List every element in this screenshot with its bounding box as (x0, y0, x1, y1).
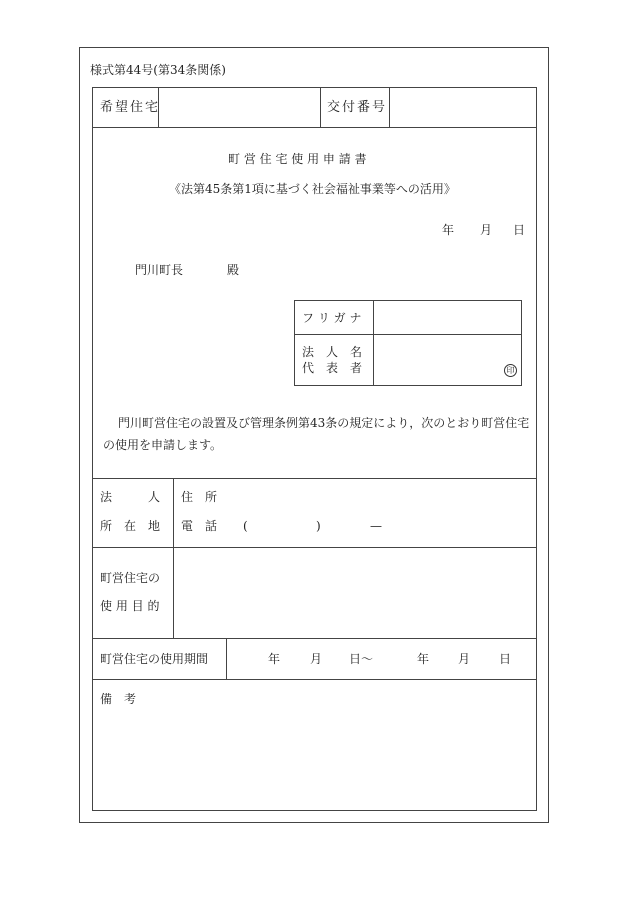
date-year[interactable]: 年 (442, 223, 455, 237)
remarks-label: 備 考 (100, 692, 137, 706)
representative-label: 代 表 者 (302, 361, 363, 375)
period-from-month[interactable]: 月 (310, 652, 323, 666)
corporation-name-field[interactable] (377, 338, 497, 382)
remarks-field[interactable] (100, 712, 530, 804)
address-field[interactable] (225, 486, 525, 508)
location-label: 所 在 地 (100, 519, 161, 533)
period-label: 町営住宅の使用期間 (100, 652, 209, 666)
date-day[interactable]: 日 (513, 223, 526, 237)
purpose-label-line1: 町営住宅の (100, 571, 161, 585)
seal-mark-icon: 印 (504, 364, 517, 377)
phone-number-field[interactable] (388, 515, 518, 537)
phone-open-paren: ( (243, 519, 248, 533)
address-label: 住 所 (181, 490, 218, 504)
phone-close-paren: ) (316, 519, 321, 533)
phone-exchange-field[interactable] (325, 515, 365, 537)
body-text-line2: の使用を申請します。 (103, 438, 223, 452)
corporation-name-label: 法 人 名 (302, 345, 363, 359)
section-divider (92, 478, 537, 479)
issue-number-label: 交付番号 (327, 100, 388, 115)
honorific: 殿 (227, 263, 240, 277)
form-number: 様式第44号(第34条関係) (90, 63, 226, 77)
period-to-month[interactable]: 月 (458, 652, 471, 666)
header-divider (92, 127, 537, 128)
body-text-line1: 門川町営住宅の設置及び管理条例第43条の規定により，次のとおり町営住宅 (118, 416, 530, 430)
phone-label: 電 話 (181, 519, 218, 533)
phone-area-code-field[interactable] (252, 515, 312, 537)
addressee: 門川町長 (135, 263, 184, 277)
furigana-field[interactable] (377, 304, 517, 331)
period-to-year[interactable]: 年 (417, 652, 430, 666)
form-subtitle: 《法第45条第1項に基づく社会福祉事業等への活用》 (169, 182, 456, 196)
furigana-label: フ リ ガ ナ (302, 311, 362, 325)
date-month[interactable]: 月 (480, 223, 493, 237)
desired-housing-label: 希望住宅 (100, 100, 161, 115)
form-title: 町 営 住 宅 使 用 申 請 書 (228, 152, 367, 166)
period-from-day[interactable]: 日〜 (349, 652, 374, 666)
phone-dash: — (370, 519, 382, 533)
period-to-day[interactable]: 日 (499, 652, 512, 666)
corporation-label: 法 人 (100, 490, 161, 504)
period-from-year[interactable]: 年 (268, 652, 281, 666)
purpose-label-line2: 使 用 目 的 (100, 599, 160, 613)
